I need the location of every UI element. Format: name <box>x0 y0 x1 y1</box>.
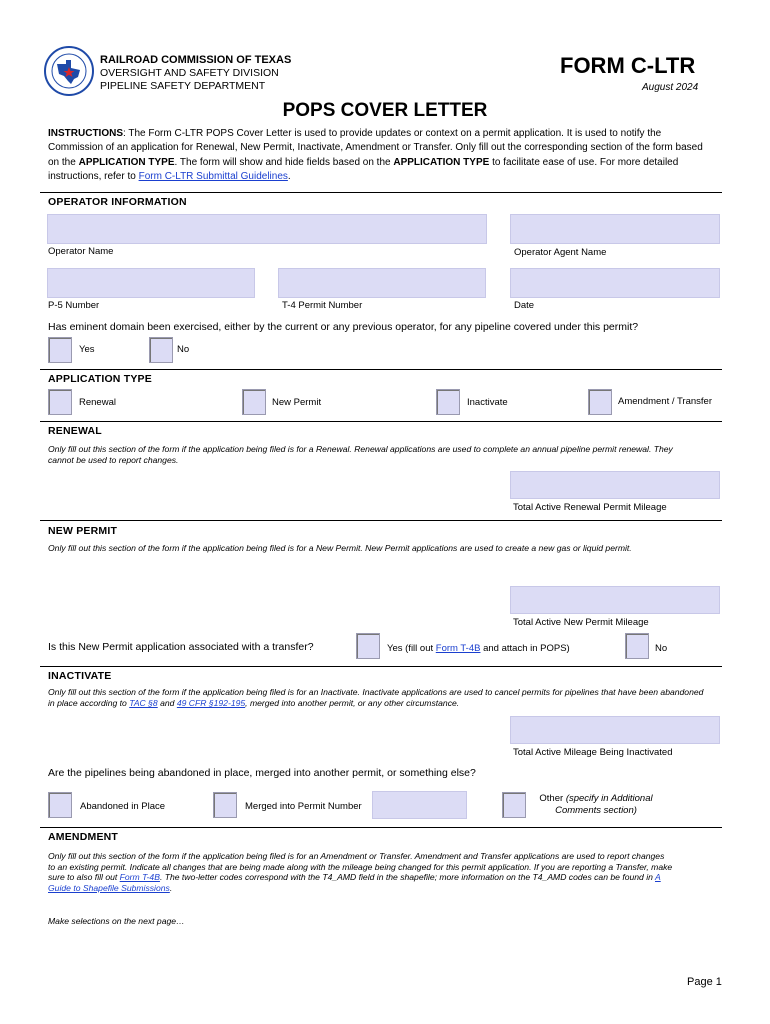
renewal-rule <box>40 421 722 422</box>
other-prefix: Other <box>539 793 566 804</box>
abandoned-label: Abandoned in Place <box>80 801 166 812</box>
inactivate-checkbox[interactable] <box>436 389 460 415</box>
instructions-label: INSTRUCTIONS <box>48 128 123 139</box>
eminent-yes-checkbox[interactable] <box>48 337 72 363</box>
operator-section-title: OPERATOR INFORMATION <box>48 196 187 208</box>
merged-label: Merged into Permit Number <box>245 801 362 812</box>
abandon-question: Are the pipelines being abandoned in place, merged into another permit, or something else? <box>48 767 476 779</box>
department-name: PIPELINE SAFETY DEPARTMENT <box>100 80 266 92</box>
amendment-note-part3: . <box>169 882 173 893</box>
inactivate-title: INACTIVATE <box>48 670 112 682</box>
other-italic: (specify in Additional Comments section) <box>555 793 653 816</box>
agency-name: RAILROAD COMMISSION OF TEXAS <box>100 54 292 66</box>
merged-permit-number-input[interactable] <box>372 791 467 819</box>
cfr-link[interactable]: 49 CFR §192-195 <box>176 697 246 708</box>
operator-agent-name-input[interactable] <box>510 214 720 244</box>
renewal-note: Only fill out this section of the form if the application being filed is for a Renewal. Renewal applications are used to complete an annual pipeline permit renewal. They cannot be used to report changes. <box>48 444 673 465</box>
new-permit-title: NEW PERMIT <box>48 525 118 537</box>
amendment-note <box>48 851 673 893</box>
eminent-no-checkbox[interactable] <box>149 337 173 363</box>
inactivate-note-and: and <box>157 697 177 708</box>
tac-link[interactable]: TAC §8 <box>129 697 158 708</box>
page-title: POPS COVER LETTER <box>282 100 488 121</box>
date-label: Date <box>514 300 535 311</box>
transfer-yes-prefix: Yes (fill out <box>387 643 436 654</box>
transfer-yes-label <box>387 643 570 654</box>
operator-section-rule <box>40 192 722 193</box>
eminent-yes-label: Yes <box>79 344 95 355</box>
instructions-part2: . The form will show and hide fields based on the <box>174 156 394 168</box>
transfer-question: Is this New Permit application associated with a transfer? <box>48 641 314 653</box>
renewal-mileage-input[interactable] <box>510 471 720 499</box>
shapefile-guide-link[interactable]: A Guide to Shapefile Submissions <box>48 872 661 893</box>
next-page-note: Make selections on the next page… <box>48 916 185 926</box>
t4b-form-link[interactable]: Form T-4B <box>435 643 481 654</box>
transfer-yes-suffix: and attach in POPS) <box>480 643 570 654</box>
operator-name-input[interactable] <box>47 214 487 244</box>
operator-name-label: Operator Name <box>48 246 114 257</box>
new-permit-checkbox[interactable] <box>242 389 266 415</box>
instructions-part1: : The Form C-LTR POPS Cover Letter is used to provide updates or context on a permit application. It is used to notify the Commission of an application for Renewal, New Permit, Inactivate, Amendment or Transfer. Only fill out the corresponding section of the form based on the <box>48 128 703 168</box>
inactivate-rule <box>40 666 722 667</box>
operator-agent-name-label: Operator Agent Name <box>514 247 607 258</box>
amendment-note-part2: . The two-letter codes correspond with the T4_AMD field in the shapefile; more information on the T4_AMD codes can be found in <box>159 872 655 882</box>
instructions-part3: to facilitate ease of use. For more detailed instructions, refer to <box>48 156 679 183</box>
new-permit-mileage-input[interactable] <box>510 586 720 614</box>
eminent-no-label: No <box>177 344 190 355</box>
inactivate-note-part1: Only fill out this section of the form if the application being filed is for an Inactivate. Inactivate applications are used to cancel permits for pipelines that have been abandoned in place according to <box>48 687 704 708</box>
amendment-transfer-checkbox[interactable] <box>588 389 612 415</box>
merged-checkbox[interactable] <box>213 792 237 818</box>
inactivate-note <box>48 687 708 708</box>
p5-number-label: P-5 Number <box>48 300 100 311</box>
rrc-seal-logo <box>44 46 94 96</box>
date-input[interactable] <box>510 268 720 298</box>
inactivate-note-part2: , merged into another permit, or any other circumstance. <box>245 697 460 708</box>
amendment-transfer-label: Amendment / Transfer <box>618 396 712 407</box>
page-number: Page 1 <box>687 976 722 988</box>
form-id: FORM C-LTR <box>560 53 696 78</box>
abandoned-checkbox[interactable] <box>48 792 72 818</box>
application-type-rule <box>40 369 722 370</box>
guidelines-link[interactable]: Form C-LTR Submittal Guidelines <box>138 171 288 183</box>
division-name: OVERSIGHT AND SAFETY DIVISION <box>100 67 279 79</box>
renewal-title: RENEWAL <box>48 425 102 437</box>
t4-permit-number-label: T-4 Permit Number <box>282 300 363 311</box>
new-permit-rule <box>40 520 722 521</box>
other-label <box>532 793 660 817</box>
p5-number-input[interactable] <box>47 268 255 298</box>
other-checkbox[interactable] <box>502 792 526 818</box>
amendment-title: AMENDMENT <box>48 831 119 843</box>
instructions-text <box>48 127 716 185</box>
form-date: August 2024 <box>642 82 699 93</box>
new-permit-label: New Permit <box>272 397 322 408</box>
inactivate-label: Inactivate <box>467 397 508 408</box>
renewal-label: Renewal <box>79 397 116 408</box>
application-type-title: APPLICATION TYPE <box>48 373 152 385</box>
transfer-yes-checkbox[interactable] <box>356 633 380 659</box>
transfer-no-checkbox[interactable] <box>625 633 649 659</box>
inactivated-mileage-input[interactable] <box>510 716 720 744</box>
amendment-t4b-link[interactable]: Form T-4B <box>119 872 160 882</box>
renewal-mileage-label: Total Active Renewal Permit Mileage <box>513 502 667 513</box>
transfer-no-label: No <box>655 643 668 654</box>
t4-permit-number-input[interactable] <box>278 268 486 298</box>
amendment-note-part1: Only fill out this section of the form if the application being filed is for an Amendment or Transfer. Amendment and Transfer applications are used to report changes to an existing permit. Indicate all changes that are being made along with the mileage being changed for this permit application. If you are reporting a Transfer, make sure to also fill out <box>48 851 673 882</box>
instructions-bold1: APPLICATION TYPE <box>78 156 175 168</box>
renewal-checkbox[interactable] <box>48 389 72 415</box>
amendment-rule <box>40 827 722 828</box>
eminent-domain-question: Has eminent domain been exercised, either by the current or any previous operator, for any pipeline covered under this permit? <box>48 321 639 333</box>
new-permit-mileage-label: Total Active New Permit Mileage <box>513 617 649 628</box>
inactivated-mileage-label: Total Active Mileage Being Inactivated <box>513 747 673 758</box>
new-permit-note: Only fill out this section of the form if the application being filed is for a New Permit. New Permit applications are used to create a new gas or liquid permit. <box>48 543 632 553</box>
instructions-part4: . <box>287 171 291 183</box>
instructions-bold2: APPLICATION TYPE <box>393 156 490 168</box>
